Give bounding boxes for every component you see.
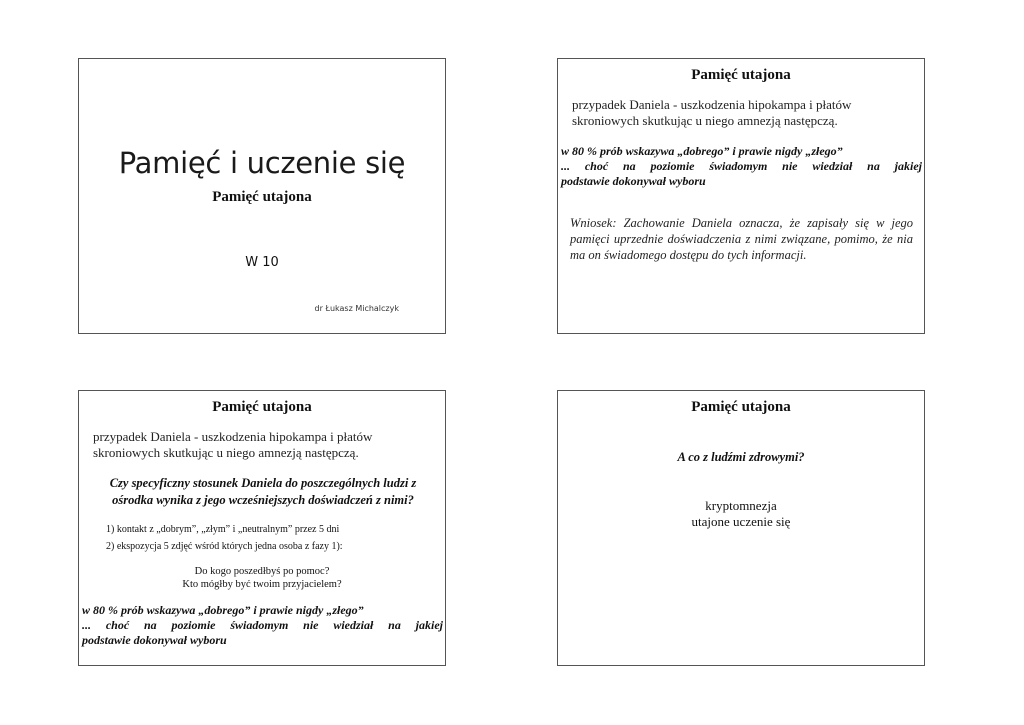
slide-heading: Pamięć utajona	[691, 67, 791, 83]
result-line: ... choć na poziomie świadomym nie wiedział na jakiej	[82, 618, 443, 632]
research-question	[89, 475, 437, 509]
title-slide	[78, 58, 446, 334]
result-line: w 80 % prób wskazywa „dobrego” i prawie nigdy „złego”	[82, 603, 364, 617]
case-line: skroniowych skutkując u niego amnezją następczą.	[93, 445, 359, 460]
term-item: kryptomnezja	[705, 498, 777, 513]
author-name: dr Łukasz Michalczyk	[314, 304, 399, 313]
case-line: skroniowych skutkując u niego amnezją następczą.	[572, 113, 838, 128]
presentation-title: Pamięć i uczenie się	[118, 146, 406, 180]
result-line: podstawie dokonywał wyboru	[561, 174, 706, 188]
result-line: podstawie dokonywał wyboru	[82, 633, 227, 647]
slide-daniel-experiment	[78, 390, 446, 666]
healthy-people-question: A co z ludźmi zdrowymi?	[677, 450, 805, 464]
lecture-number: W 10	[245, 255, 279, 270]
conclusion-text: Wniosek: Zachowanie Daniela oznacza, że zapisały się w jego pamięci uprzednie doświadczenia z nimi związane, pomimo, że nia ma on świadomego dostępu do tych informacji.	[570, 216, 913, 262]
term-item: utajone uczenie się	[691, 514, 791, 529]
slide-healthy-people	[557, 390, 925, 666]
case-description	[572, 97, 872, 129]
presentation-subtitle: Pamięć utajona	[212, 189, 312, 205]
prompt-line: Kto mógłby być twoim przyjacielem?	[182, 579, 342, 590]
experiment-result	[82, 603, 443, 648]
procedure-step: 1) kontakt z „dobrym”, „złym” i „neutralnym” przez 5 dni	[106, 524, 340, 535]
terms-list	[558, 498, 924, 530]
case-line: przypadek Daniela - uszkodzenia hipokampa i płatów	[572, 97, 852, 112]
experiment-result	[561, 144, 922, 189]
participant-prompts	[79, 565, 445, 591]
question-line: ośrodka wynika z jego wcześniejszych doświadczeń z nimi?	[112, 493, 414, 507]
procedure-step: 2) ekspozycja 5 zdjęć wśród których jedna osoba z fazy 1):	[106, 541, 343, 552]
result-line: w 80 % prób wskazywa „dobrego” i prawie nigdy „złego”	[561, 144, 843, 158]
case-description	[93, 429, 393, 461]
slide-heading: Pamięć utajona	[212, 399, 312, 415]
slide-heading: Pamięć utajona	[691, 399, 791, 415]
slide-daniel-case-conclusion	[557, 58, 925, 334]
result-line: ... choć na poziomie świadomym nie wiedział na jakiej	[561, 159, 922, 173]
question-line: Czy specyficzny stosunek Daniela do poszczególnych ludzi z	[109, 476, 417, 490]
procedure-steps	[106, 521, 436, 555]
prompt-line: Do kogo poszedłbyś po pomoc?	[194, 566, 330, 577]
case-line: przypadek Daniela - uszkodzenia hipokampa i płatów	[93, 429, 373, 444]
